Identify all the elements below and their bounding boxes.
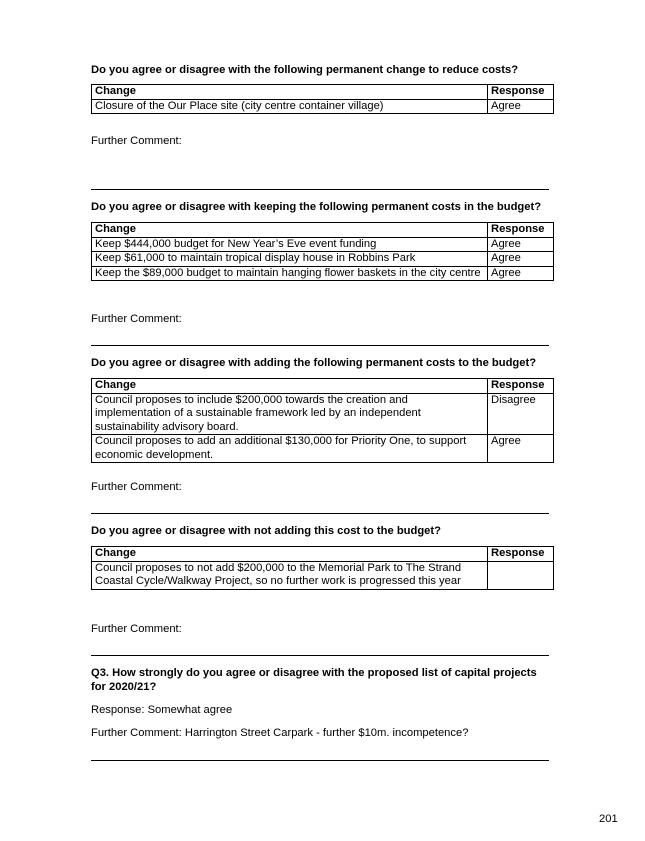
question-capital-projects: Q3. How strongly do you agree or disagree with the proposed list of capital projects for 2020/21?	[91, 667, 537, 693]
question-keep-costs: Do you agree or disagree with keeping the following permanent costs in the budget?	[91, 201, 542, 213]
table-header-row	[92, 85, 554, 100]
table-row	[92, 435, 554, 463]
further-comment-label: Further Comment:	[91, 135, 182, 147]
change-cell: Council proposes to add an additional $130,000 for Priority One, to support economic development.	[92, 435, 488, 463]
q3-further-comment: Further Comment: Harrington Street Carpark - further $10m. incompetence?	[91, 727, 469, 739]
table-add-costs	[91, 378, 554, 463]
change-cell: Keep $61,000 to maintain tropical display house in Robbins Park	[92, 252, 488, 267]
header-change: Change	[92, 547, 488, 562]
response-cell	[488, 561, 554, 589]
change-cell: Closure of the Our Place site (city centre container village)	[92, 99, 488, 114]
table-keep-costs	[91, 222, 554, 281]
comment-line	[91, 655, 549, 656]
table-row	[92, 252, 554, 267]
header-response: Response	[488, 223, 554, 238]
change-cell: Council proposes to include $200,000 towards the creation and implementation of a sustainable framework led by an independent sustainability advisory board.	[92, 393, 488, 435]
table-header-row	[92, 379, 554, 394]
table-header-row	[92, 223, 554, 238]
header-response: Response	[488, 379, 554, 394]
page-number: 201	[599, 813, 618, 825]
table-row	[92, 266, 554, 281]
header-change: Change	[92, 223, 488, 238]
response-cell: Agree	[488, 252, 554, 267]
comment-line	[91, 189, 549, 190]
response-cell: Agree	[488, 99, 554, 114]
header-response: Response	[488, 85, 554, 100]
question-add-costs: Do you agree or disagree with adding the following permanent costs to the budget?	[91, 357, 537, 369]
table-row	[92, 237, 554, 252]
table-row	[92, 561, 554, 589]
question-not-adding-cost: Do you agree or disagree with not adding this cost to the budget?	[91, 525, 441, 537]
change-cell: Keep the $89,000 budget to maintain hanging flower baskets in the city centre	[92, 266, 488, 281]
q3-response: Response: Somewhat agree	[91, 704, 233, 716]
response-cell: Disagree	[488, 393, 554, 435]
further-comment-label: Further Comment:	[91, 623, 182, 635]
table-reduce-costs	[91, 84, 554, 114]
header-change: Change	[92, 379, 488, 394]
question-reduce-costs: Do you agree or disagree with the following permanent change to reduce costs?	[91, 64, 519, 76]
comment-line	[91, 345, 549, 346]
further-comment-label: Further Comment:	[91, 313, 182, 325]
comment-line	[91, 513, 549, 514]
table-header-row	[92, 547, 554, 562]
comment-line	[91, 760, 549, 761]
header-response: Response	[488, 547, 554, 562]
header-change: Change	[92, 85, 488, 100]
change-cell: Council proposes to not add $200,000 to the Memorial Park to The Strand Coastal Cycle/Walkway Project, so no further work is progressed this year	[92, 561, 488, 589]
response-cell: Agree	[488, 435, 554, 463]
further-comment-label: Further Comment:	[91, 481, 182, 493]
table-row	[92, 99, 554, 114]
response-cell: Agree	[488, 237, 554, 252]
response-cell: Agree	[488, 266, 554, 281]
change-cell: Keep $444,000 budget for New Year’s Eve event funding	[92, 237, 488, 252]
table-not-adding-cost	[91, 546, 554, 590]
table-row	[92, 393, 554, 435]
